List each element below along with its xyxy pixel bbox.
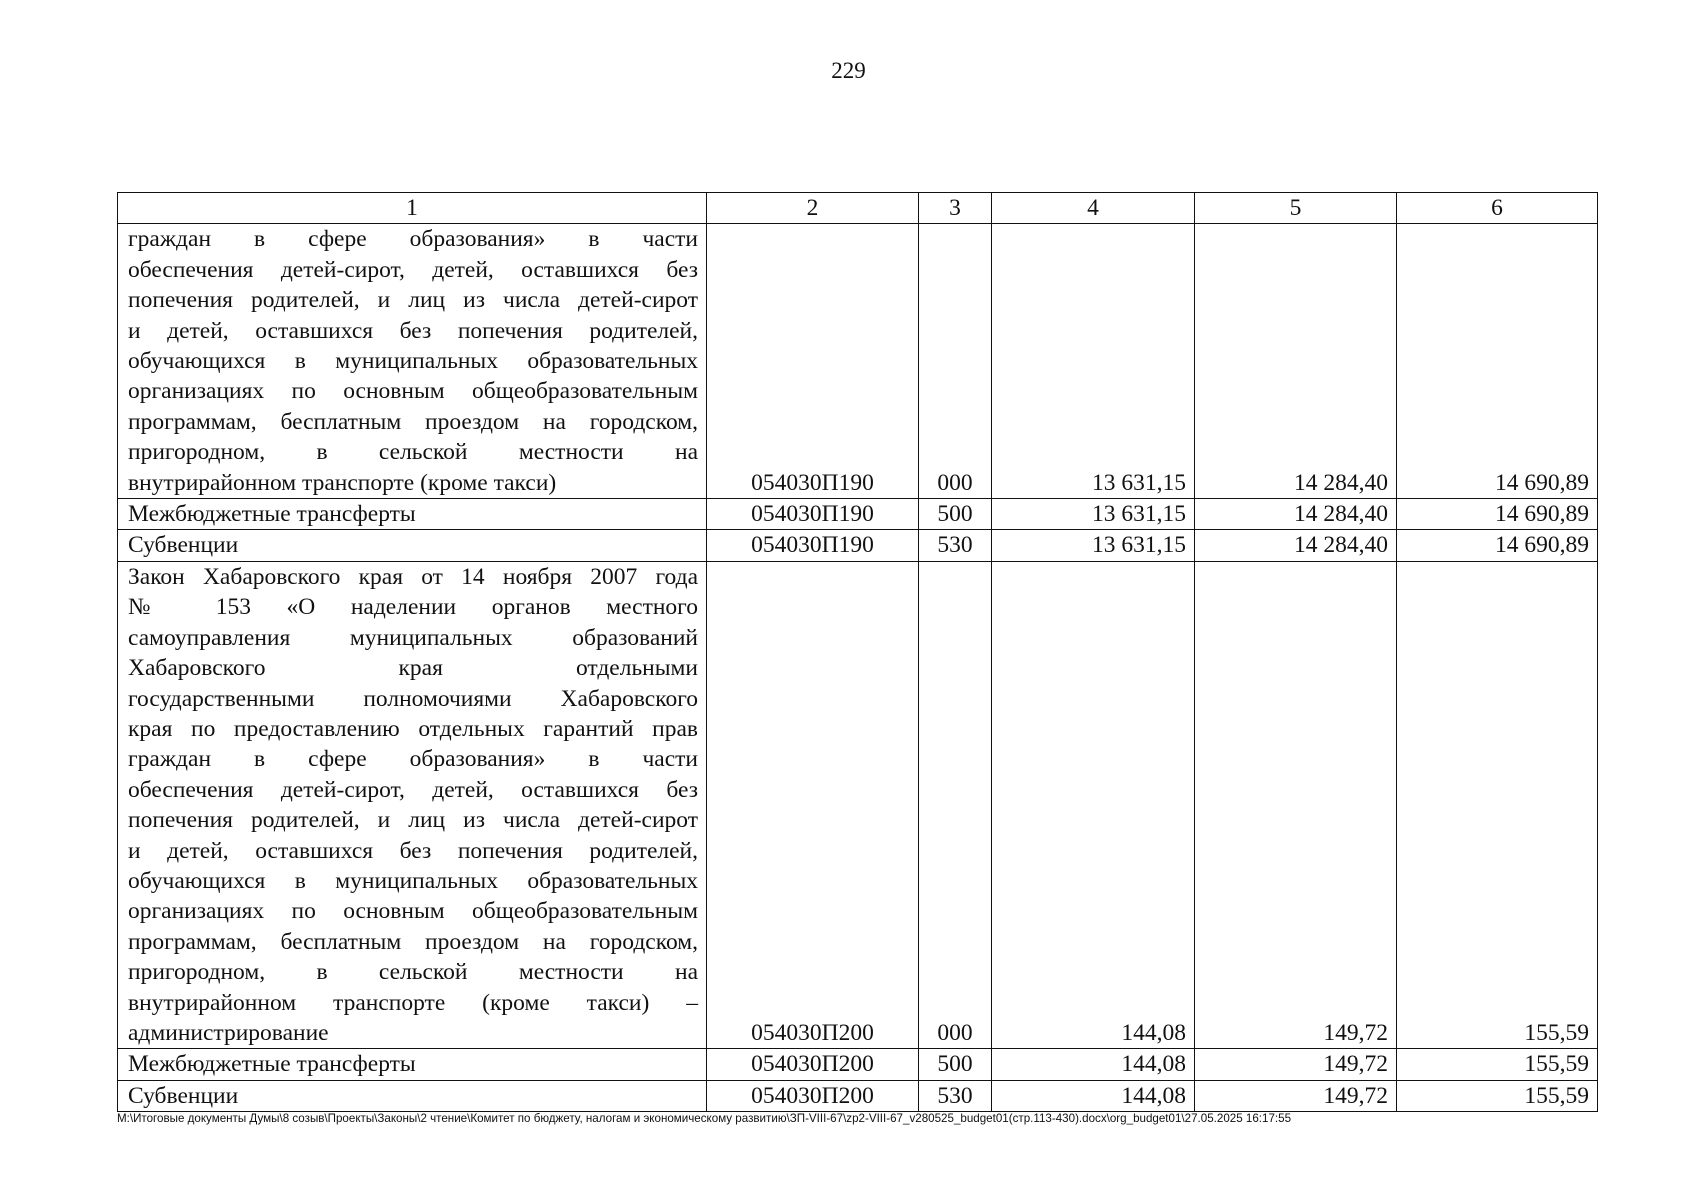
description-line: государственными полномочиями Хабаровского [128,685,698,712]
description-line: и детей, оставшихся без попечения родителей, [128,837,698,864]
column-header: 4 [992,193,1195,224]
amount-col5: 14 284,40 [1195,224,1397,499]
description-line: граждан в сфере образования» в части [128,746,698,773]
description-line: обеспечения детей-сирот, детей, оставшихся без [128,256,698,283]
target-article-code: 054030П200 [707,1080,919,1111]
target-article-code: 054030П190 [707,499,919,530]
column-header: 3 [919,193,992,224]
expense-type-code: 000 [919,561,992,1049]
target-article-code: 054030П190 [707,224,919,499]
table-row [118,530,1598,561]
amount-col5: 149,72 [1195,1049,1397,1080]
row-description [118,224,707,499]
description-line: попечения родителей, и лиц из числа детей-сирот [128,807,698,834]
description-line: внутрирайонном транспорте (кроме такси) – [128,989,698,1016]
row-description [118,530,707,561]
description-line: организациях по основным общеобразовательным [128,378,698,405]
description-line: программам, бесплатным проездом на городском, [128,928,698,955]
description-line: попечения родителей, и лиц из числа детей-сирот [128,287,698,314]
description-line: обучающихся в муниципальных образовательных [128,867,698,894]
description-line: самоуправления муниципальных образований [128,624,698,651]
row-description [118,1049,707,1080]
footer-file-path: M:\Итоговые документы Думы\8 созыв\Проекты\Законы\2 чтение\Комитет по бюджету, налогам и экономическому развитию\ЗП-VIII-67\zp2-VIII-67_v280525_budget01(стр.113-430).docx\org_budget01\27.05.2025 16:17:55 [117,1112,1292,1125]
expense-type-code: 530 [919,530,992,561]
column-header: 2 [707,193,919,224]
row-description [118,561,707,1049]
description-line: Хабаровского края отдельными [128,655,698,682]
row-description [118,1080,707,1111]
table-row [118,224,1598,499]
description-line: обучающихся в муниципальных образовательных [128,348,698,375]
description-line: № 153 «О наделении органов местного [128,594,698,621]
description-line: организациях по основным общеобразовательным [128,898,698,925]
target-article-code: 054030П200 [707,561,919,1049]
table-row [118,1049,1598,1080]
budget-table [117,192,1598,1112]
expense-type-code: 500 [919,499,992,530]
description-line: пригородном, в сельской местности на [128,439,698,466]
table-row [118,499,1598,530]
table-row [118,561,1598,1049]
description-line: Субвенции [128,1082,239,1109]
expense-type-code: 500 [919,1049,992,1080]
description-line: внутрирайонном транспорте (кроме такси) [128,469,557,496]
table-row [118,1080,1598,1111]
amount-col5: 14 284,40 [1195,499,1397,530]
amount-col5: 149,72 [1195,561,1397,1049]
amount-col4: 144,08 [992,1049,1195,1080]
amount-col6: 14 690,89 [1397,224,1598,499]
description-line: и детей, оставшихся без попечения родителей, [128,317,698,344]
expense-type-code: 000 [919,224,992,499]
target-article-code: 054030П200 [707,1049,919,1080]
description-line: края по предоставлению отдельных гарантий прав [128,715,698,742]
amount-col5: 14 284,40 [1195,530,1397,561]
amount-col4: 13 631,15 [992,530,1195,561]
amount-col4: 13 631,15 [992,224,1195,499]
amount-col4: 144,08 [992,561,1195,1049]
amount-col4: 13 631,15 [992,499,1195,530]
description-line: Межбюджетные трансферты [128,501,416,528]
description-line: программам, бесплатным проездом на городском, [128,408,698,435]
table-header-row [118,193,1598,224]
amount-col6: 155,59 [1397,561,1598,1049]
description-line: граждан в сфере образования» в части [128,226,698,253]
expense-type-code: 530 [919,1080,992,1111]
description-line: Межбюджетные трансферты [128,1051,416,1078]
column-header: 5 [1195,193,1397,224]
amount-col6: 155,59 [1397,1080,1598,1111]
description-line: обеспечения детей-сирот, детей, оставшихся без [128,776,698,803]
amount-col6: 14 690,89 [1397,530,1598,561]
amount-col5: 149,72 [1195,1080,1397,1111]
column-header: 1 [118,193,707,224]
amount-col6: 155,59 [1397,1049,1598,1080]
column-header: 6 [1397,193,1598,224]
amount-col4: 144,08 [992,1080,1195,1111]
description-line: администрирование [128,1019,329,1046]
description-line: Закон Хабаровского края от 14 ноября 2007 года [128,563,698,590]
amount-col6: 14 690,89 [1397,499,1598,530]
target-article-code: 054030П190 [707,530,919,561]
page-number: 229 [831,58,866,83]
row-description [118,499,707,530]
description-line: пригородном, в сельской местности на [128,959,698,986]
description-line: Субвенции [128,532,239,559]
